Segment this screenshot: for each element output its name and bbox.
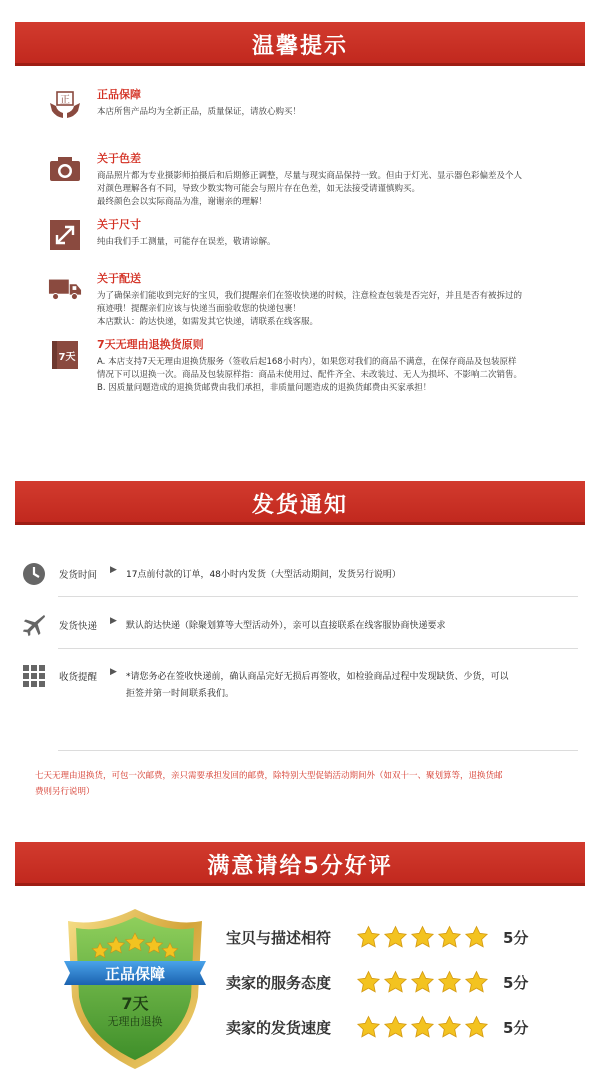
star-icon (356, 1015, 381, 1040)
shipping-label: 收货提醒 (59, 672, 98, 683)
rating-row-service (226, 967, 528, 997)
rating-score: 5分 (503, 973, 529, 992)
star-icon (383, 970, 408, 995)
star-icon (464, 970, 489, 995)
svg-text:正: 正 (60, 95, 70, 106)
rating-score: 5分 (503, 928, 529, 947)
divider (58, 596, 578, 597)
notice-text: 商品照片都为专业摄影师拍摄后和后期修正调整，尽量与现实商品保持一致。但由于灯光、显示器色彩偏差及个人 对颜色理解各有不同，导致少数实物可能会与照片存在色差，如无法接受请谨慎购买。 最终颜色会以实际商品为准，谢谢亲的理解！ (97, 171, 523, 207)
notice-title: 正品保障 (97, 88, 141, 101)
notice-item-return (48, 338, 578, 402)
truck-icon (48, 274, 82, 304)
grid-icon (22, 664, 46, 688)
shipping-row-courier (22, 613, 578, 641)
seven-day-icon (48, 340, 82, 370)
rating-row-description (226, 922, 528, 952)
shipping-text: 17点前付款的订单，48小时内发货（大型活动期间，发货另行说明） (126, 570, 401, 580)
rating-banner-title: 满意请给5分好评 (207, 853, 393, 879)
genuine-guarantee-badge (60, 905, 210, 1073)
return-policy-note: 七天无理由退换货，可包一次邮费，亲只需要承担发回的邮费，除特别大型促销活动期间外（如双十一、聚划算等，退换货邮 费则另行说明） (35, 771, 503, 797)
bullet-arrow-icon: ▶ (110, 616, 117, 626)
star-icon (383, 925, 408, 950)
star-icon (437, 1015, 462, 1040)
rating-label: 卖家的发货速度 (226, 1018, 332, 1037)
camera-icon (48, 154, 82, 184)
shipping-banner (15, 481, 585, 525)
resize-arrow-icon (48, 220, 82, 250)
bullet-arrow-icon: ▶ (110, 565, 117, 575)
notice-text: 纯由我们手工测量，可能存在误差，敬请谅解。 (97, 237, 276, 247)
star-icon (410, 970, 435, 995)
clock-icon (22, 562, 46, 586)
divider (58, 648, 578, 649)
shipping-label: 发货快递 (59, 621, 98, 632)
shipping-row-time (22, 562, 578, 590)
rating-banner (15, 842, 585, 886)
notice-title: 关于配送 (97, 272, 141, 285)
airplane-icon (22, 613, 46, 637)
shipping-text: *请您务必在签收快递前，确认商品完好无损后再签收，如检验商品过程中发现缺货、少货，可以 拒签并第一时间联系我们。 (126, 672, 509, 699)
shipping-row-receipt (22, 664, 578, 704)
star-icon (356, 970, 381, 995)
rating-label: 宝贝与描述相符 (226, 928, 332, 947)
star-icon (356, 925, 381, 950)
star-icon (383, 1015, 408, 1040)
genuine-hands-icon (48, 90, 82, 120)
rating-score: 5分 (503, 1018, 529, 1037)
star-icon (437, 925, 462, 950)
notice-item-size (48, 218, 578, 258)
shipping-banner-title: 发货通知 (251, 492, 348, 518)
notice-item-color (48, 152, 578, 212)
star-icon (437, 970, 462, 995)
divider (58, 750, 578, 751)
rating-row-shipping-speed (226, 1012, 528, 1042)
star-rating (356, 925, 489, 950)
bullet-arrow-icon: ▶ (110, 667, 117, 677)
notice-title: 关于尺寸 (97, 218, 141, 231)
star-icon (410, 1015, 435, 1040)
star-icon (464, 925, 489, 950)
notice-title: 关于色差 (97, 152, 141, 165)
notice-text: 为了确保亲们能收到完好的宝贝，我们提醒亲们在签收快递的时候，注意检查包装是否完好，并且是否有被拆过的 痕迹哦！提醒亲们应该与快递当面验收您的快递包裹！ 本店默认：韵达快递，如需发其它快递，请联系在线客服。 (97, 291, 523, 327)
star-icon (464, 1015, 489, 1040)
rating-label: 卖家的服务态度 (226, 973, 332, 992)
notice-item-genuine (48, 88, 578, 128)
svg-text:7天: 7天 (58, 352, 76, 363)
badge-sub-text: 无理由退换 (107, 1015, 163, 1028)
notice-banner (15, 22, 585, 66)
star-rating (356, 1015, 489, 1040)
shipping-label: 发货时间 (59, 570, 98, 581)
notice-item-delivery (48, 272, 578, 332)
badge-main-text: 正品保障 (104, 965, 166, 983)
shipping-text: 默认韵达快递（除聚划算等大型活动外），亲可以直接联系在线客服协商快递要求 (126, 621, 446, 631)
notice-text: A. 本店支持7天无理由退换货服务（签收后起168小时内），如果您对我们的商品不满意，在保存商品及包装原样 情况下可以退换一次。商品及包装原样指：商品未使用过、配件齐全、未改装过、无人为损坏、不影响二次销售。 B. 因质量问题造成的退换货邮费由我们承担，非质量问题造成的退换货邮费由买家承担！ (97, 357, 523, 393)
star-rating (356, 970, 489, 995)
notice-text: 本店所售产品均为全新正品，质量保证，请放心购买！ (97, 107, 302, 117)
star-icon (410, 925, 435, 950)
badge-days-text: 7天 (121, 994, 149, 1013)
notice-title: 7天无理由退换货原则 (97, 338, 204, 351)
notice-banner-title: 温馨提示 (251, 33, 348, 59)
